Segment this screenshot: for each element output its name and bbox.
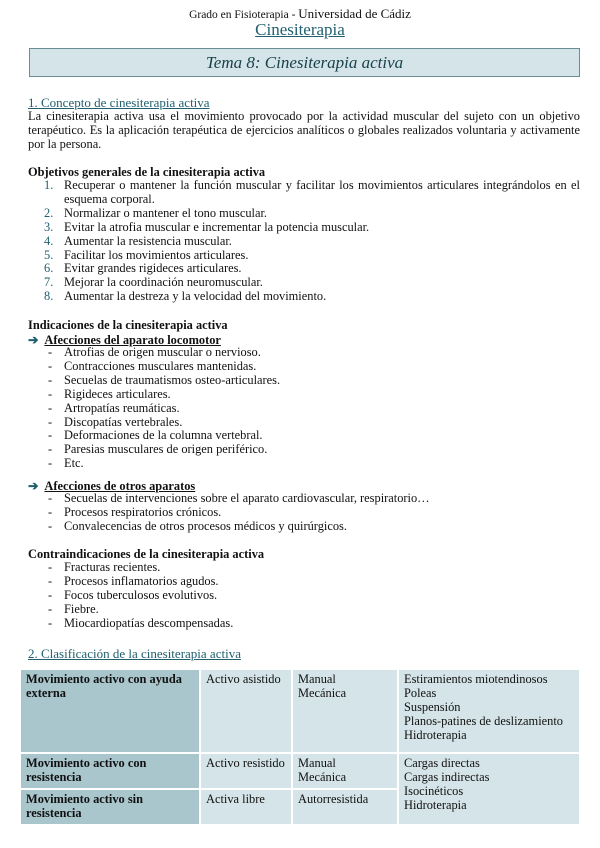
- method-line: Hidroterapia: [404, 797, 467, 812]
- list-item: - Atrofias de origen muscular o nervioso.: [28, 346, 580, 360]
- table-row: [20, 669, 580, 753]
- list-item: [28, 179, 580, 207]
- list-item: - Deformaciones de la columna vertebral.: [28, 429, 580, 443]
- indicaciones-heading: Indicaciones de la cinesiterapia activa: [28, 318, 228, 332]
- classification-table: [19, 668, 581, 826]
- list-item: - Procesos inflamatorios agudos.: [28, 575, 580, 589]
- list-item: - Miocardiopatías descompensadas.: [28, 617, 580, 631]
- mode-line: Manual: [298, 756, 336, 770]
- item-number: 4.: [44, 233, 54, 248]
- item-number: 8.: [44, 289, 54, 304]
- method-line: Cargas indirectas: [404, 769, 490, 784]
- contraindicaciones-list: [28, 561, 580, 631]
- table-cell-label: Movimiento activo con ayuda externa: [20, 669, 200, 753]
- section2-heading: 2. Clasificación de la cinesiterapia activa: [28, 646, 241, 661]
- list-item: - Secuelas de traumatismos osteo-articulares.: [28, 374, 580, 388]
- mode-line: Mecánica: [298, 685, 347, 700]
- list-item: - Paresias musculares de origen periférico.: [28, 443, 580, 457]
- locomotor-list: [28, 346, 580, 471]
- list-item: - Etc.: [28, 457, 580, 471]
- arrow-icon: ➔: [28, 333, 39, 347]
- item-number: 7.: [44, 275, 54, 290]
- objetivos-list: [28, 179, 580, 304]
- table-cell-mode: [292, 753, 398, 789]
- objetivos-heading: Objetivos generales de la cinesiterapia activa: [28, 165, 266, 179]
- list-item: [28, 276, 580, 290]
- item-text: Evitar grandes rigideces articulares.: [64, 261, 242, 276]
- table-cell-type: Activo resistido: [200, 753, 292, 789]
- item-text: Evitar la atrofia muscular e incrementar la potencia muscular.: [64, 219, 370, 234]
- list-item: [28, 290, 580, 304]
- list-item: - Convalecencias de otros procesos médicos y quirúrgicos.: [28, 520, 580, 534]
- item-text: Normalizar o mantener el tono muscular.: [64, 205, 267, 220]
- list-item: - Focos tuberculosos evolutivos.: [28, 589, 580, 603]
- list-item: [28, 262, 580, 276]
- list-item: - Fiebre.: [28, 603, 580, 617]
- method-line: Isocinéticos: [404, 783, 464, 798]
- table-cell-type: Activo asistido: [200, 669, 292, 753]
- method-line: Planos-patines de deslizamiento: [404, 713, 563, 728]
- method-line: Poleas: [404, 685, 437, 700]
- otros-title: Afecciones de otros aparatos: [44, 479, 196, 493]
- method-line: Suspensión: [404, 699, 461, 714]
- concept-paragraph: La cinesiterapia activa usa el movimiento provocado por la actividad muscular del sujeto con un objetivo terapéutico. Es la aplicación terapéutica de ejercicios analíticos o globales realizados voluntaria y activamente por la persona.: [28, 109, 580, 151]
- table-cell-label: Movimiento activo con resistencia: [20, 753, 200, 789]
- locomotor-title: Afecciones del aparato locomotor: [44, 333, 221, 347]
- table-row: [20, 753, 580, 789]
- table-cell-methods: [398, 753, 580, 825]
- item-text: Facilitar los movimientos articulares.: [64, 247, 249, 262]
- list-item: [28, 207, 580, 221]
- list-item: - Secuelas de intervenciones sobre el aparato cardiovascular, respiratorio…: [28, 492, 580, 506]
- item-text: Mejorar la coordinación neuromuscular.: [64, 275, 263, 290]
- table-cell-mode: Autorresistida: [292, 789, 398, 825]
- list-item: - Fracturas recientes.: [28, 561, 580, 575]
- item-number: 1.: [44, 178, 54, 192]
- course-name: Grado en Fisioterapia -: [189, 9, 299, 21]
- mode-line: Manual: [298, 672, 336, 686]
- list-item: - Rigideces articulares.: [28, 388, 580, 402]
- table-cell-mode: [292, 669, 398, 753]
- item-number: 3.: [44, 219, 54, 234]
- arrow-icon: ➔: [28, 479, 39, 493]
- item-number: 6.: [44, 261, 54, 276]
- list-item: [28, 249, 580, 263]
- subject-title: Cinesiterapia: [255, 20, 345, 39]
- item-text: Aumentar la destreza y la velocidad del movimiento.: [64, 289, 327, 304]
- list-item: - Contracciones musculares mantenidas.: [28, 360, 580, 374]
- item-number: 2.: [44, 205, 54, 220]
- university-name: Universidad de Cádiz: [298, 6, 411, 21]
- method-line: Hidroterapia: [404, 727, 467, 742]
- list-item: [28, 221, 580, 235]
- mode-line: Mecánica: [298, 769, 347, 784]
- contraindicaciones-heading: Contraindicaciones de la cinesiterapia activa: [28, 547, 265, 561]
- item-number: 5.: [44, 247, 54, 262]
- list-item: - Discopatías vertebrales.: [28, 416, 580, 430]
- item-text: Recuperar o mantener la función muscular y facilitar los movimientos articulares integrándolos en el esquema corporal.: [64, 178, 580, 206]
- otros-list: [28, 492, 580, 534]
- section1-heading: 1. Concepto de cinesiterapia activa: [28, 95, 210, 110]
- table-cell-methods: [398, 669, 580, 753]
- method-line: Estiramientos miotendinosos: [404, 672, 548, 686]
- list-item: - Procesos respiratorios crónicos.: [28, 506, 580, 520]
- list-item: - Artropatías reumáticas.: [28, 402, 580, 416]
- item-text: Aumentar la resistencia muscular.: [64, 233, 232, 248]
- table-cell-type: Activa libre: [200, 789, 292, 825]
- tema-title: Tema 8: Cinesiterapia activa: [29, 48, 580, 77]
- method-line: Cargas directas: [404, 756, 480, 770]
- list-item: [28, 235, 580, 249]
- table-cell-label: Movimiento activo sin resistencia: [20, 789, 200, 825]
